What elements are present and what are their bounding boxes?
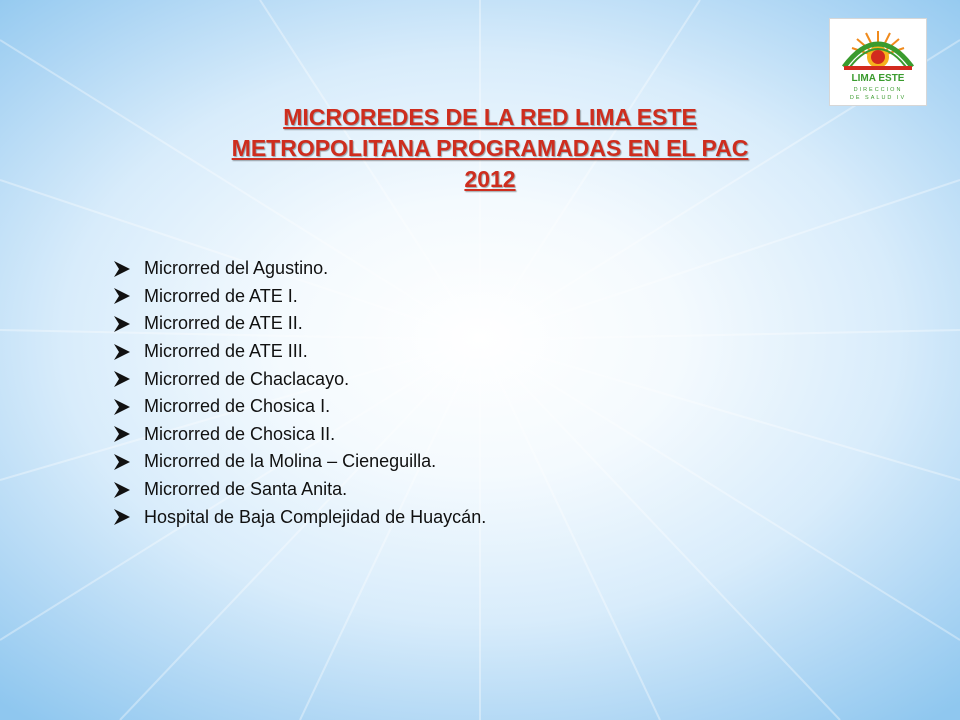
list-item-text: Hospital de Baja Complejidad de Huaycán. [144,506,487,527]
list-item-text: Microrred de la Molina – Cieneguilla. [144,451,437,472]
list-item [112,255,486,283]
arrow-bullet-icon [112,343,132,361]
list-item [112,476,486,504]
list-item [112,421,486,449]
arrow-bullet-icon [112,260,132,278]
arrow-bullet-icon [112,370,132,388]
list-item [112,338,486,366]
arrow-bullet-icon [112,425,132,443]
arrow-bullet-icon [112,508,132,526]
arrow-bullet-icon [112,481,132,499]
list-item-text: Microrred de ATE II. [144,313,303,334]
list-item [112,393,486,421]
list-item-text: Microrred de Chosica I. [144,396,331,417]
microrred-list [112,255,486,531]
svg-text:DE SALUD IV: DE SALUD IV [849,95,907,101]
list-item-text: Microrred de ATE III. [144,341,308,362]
arrow-bullet-icon [112,287,132,305]
title-line-3: 2012 [464,166,516,192]
list-item [112,503,486,531]
lima-este-logo [829,18,927,106]
list-item [112,283,486,311]
arrow-bullet-icon [112,398,132,416]
arrow-bullet-icon [112,453,132,471]
list-item [112,310,486,338]
list-item-text: Microrred de ATE I. [144,285,298,306]
slide-title [180,102,800,195]
list-item-text: Microrred de Santa Anita. [144,479,348,500]
list-item-text: Microrred del Agustino. [144,258,329,279]
list-item [112,365,486,393]
svg-text:DIRECCION: DIRECCION [853,87,903,93]
title-line-2: METROPOLITANA PROGRAMADAS EN EL PAC [231,135,749,161]
arrow-bullet-icon [112,315,132,333]
title-line-1: MICROREDES DE LA RED LIMA ESTE [283,104,697,130]
list-item [112,448,486,476]
list-item-text: Microrred de Chosica II. [144,423,336,444]
list-item-text: Microrred de Chaclacayo. [144,368,350,389]
svg-text:LIMA ESTE: LIMA ESTE [851,73,905,84]
